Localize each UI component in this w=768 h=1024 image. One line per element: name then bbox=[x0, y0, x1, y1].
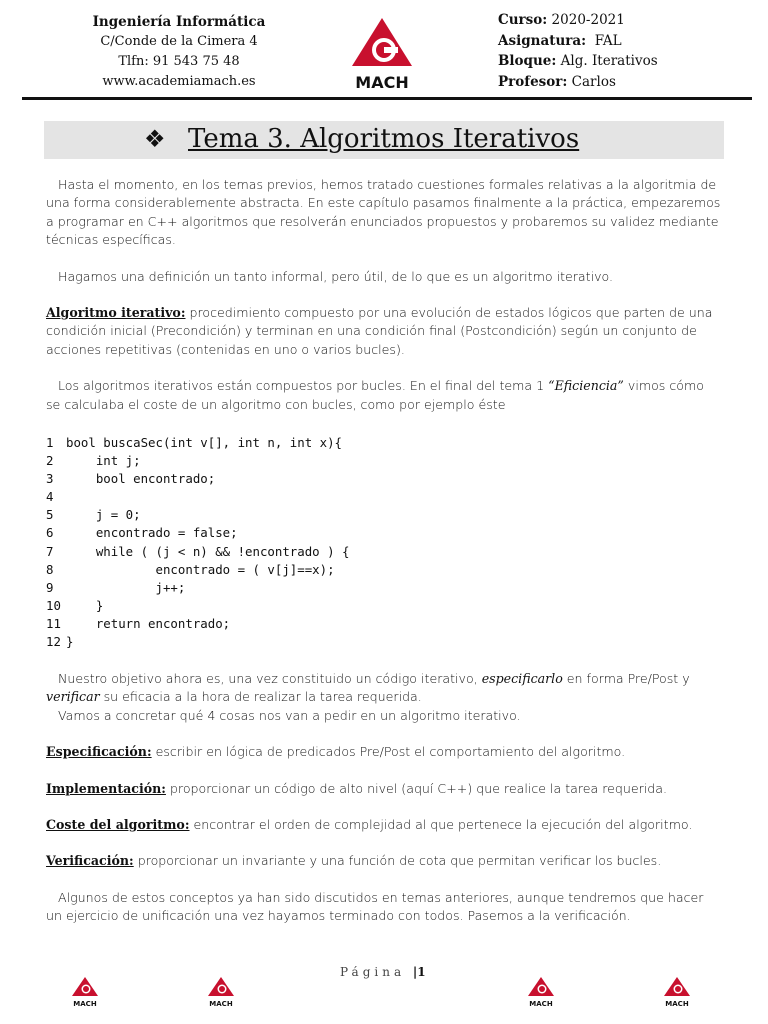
code-line-text: encontrado = false; bbox=[66, 525, 238, 541]
paragraph-intro: Hasta el momento, en los temas previos, hemos tratado cuestiones formales relativas a la algoritmia de una forma considerablemente abstracta. En este capítulo pasamos finalmente a la práctica, empezaremos a programar en C++ algoritmos que resolverán enunciados propuestos y probaremos su validez mediante técnicas específicas. bbox=[46, 177, 721, 248]
academy-info bbox=[64, 12, 294, 92]
svg-text:MACH: MACH bbox=[73, 1000, 97, 1008]
academy-address: C/Conde de la Cimera 4 bbox=[100, 34, 258, 49]
code-line bbox=[46, 543, 349, 561]
profesor-value: Carlos bbox=[567, 73, 616, 90]
definition-term: Algoritmo iterativo: bbox=[46, 305, 186, 321]
footer-logo-4 bbox=[662, 976, 692, 1008]
code-line-number: 3 bbox=[46, 471, 54, 487]
verif-item bbox=[46, 852, 722, 870]
code-line-text: } bbox=[66, 597, 104, 613]
code-line-number: 1 bbox=[46, 435, 54, 450]
code-line-number: 6 bbox=[46, 525, 54, 541]
logo-text: MACH bbox=[355, 73, 409, 92]
curso-label: Curso: bbox=[498, 12, 548, 28]
paragraph-closing: Algunos de estos conceptos ya han sido discutidos en temas anteriores, aunque tendremos que hacer un ejercicio de unificación una vez hayamos terminado con todos. Pasemos a la verificación. bbox=[46, 889, 704, 924]
verif-text: proporcionar un invariante y una función de cota que permitan verificar los bucles. bbox=[133, 853, 662, 869]
header-divider bbox=[22, 97, 752, 100]
code-line bbox=[46, 470, 349, 488]
code-line-number: 8 bbox=[46, 561, 54, 577]
objective-italic-2: verificar bbox=[46, 689, 100, 705]
code-line bbox=[46, 452, 349, 470]
code-line-text: } bbox=[66, 634, 74, 650]
objective-text-a: Nuestro objetivo ahora es, una vez constituido un código iterativo, bbox=[58, 671, 482, 686]
code-line-text: encontrado = ( v[j]==x); bbox=[66, 561, 335, 577]
spec-text: escribir en lógica de predicados Pre/Post el comportamiento del algoritmo. bbox=[151, 744, 626, 760]
code-line bbox=[46, 506, 349, 524]
paragraph-loops bbox=[46, 377, 722, 414]
paragraph-four-things: Vamos a concretar qué 4 cosas nos van a pedir en un algoritmo iterativo. bbox=[58, 707, 521, 723]
impl-text: proporcionar un código de alto nivel (aquí C++) que realice la tarea requerida. bbox=[165, 780, 668, 796]
code-line bbox=[46, 633, 349, 651]
code-line bbox=[46, 579, 349, 597]
code-line-text: while ( (j < n) && !encontrado ) { bbox=[66, 543, 350, 559]
code-line bbox=[46, 488, 349, 506]
academy-web: www.academiamach.es bbox=[102, 74, 256, 89]
academy-phone: Tlfn: 91 543 75 48 bbox=[118, 54, 240, 69]
bullet-diamond-icon: ❖ bbox=[144, 125, 166, 153]
paragraph-objective bbox=[46, 670, 722, 707]
footer-logo-1 bbox=[70, 976, 100, 1008]
code-line-text: return encontrado; bbox=[66, 615, 231, 631]
impl-item bbox=[46, 780, 722, 798]
asignatura-value: FAL bbox=[586, 32, 622, 49]
paragraph-definition-intro: Hagamos una definición un tanto informal, pero útil, de lo que es un algoritmo iterativo. bbox=[58, 268, 614, 284]
footer-logo-3 bbox=[526, 976, 556, 1008]
curso-value: 2020-2021 bbox=[547, 12, 625, 28]
page-number: 1 bbox=[417, 965, 426, 979]
loops-text-b: vimos cómo se calculaba el coste de un algoritmo con bucles, como por ejemplo éste bbox=[46, 378, 704, 412]
code-line-number: 11 bbox=[46, 615, 61, 631]
definition-text: procedimiento compuesto por una evolución de estados lógicos que parten de una condición inicial (Precondición) y terminan en una condición final (Postcondición) según un conjunto de acciones repetitivas (contenidas en uno o varios bucles). bbox=[46, 305, 713, 357]
impl-term: Implementación: bbox=[46, 780, 166, 796]
code-line-text: int j; bbox=[66, 453, 141, 469]
code-line-text: bool encontrado; bbox=[66, 471, 216, 487]
academy-org: Ingeniería Informática bbox=[92, 14, 266, 30]
code-line bbox=[46, 597, 349, 615]
loops-italic: “Eficiencia” bbox=[548, 378, 624, 394]
code-line-number: 10 bbox=[46, 597, 61, 613]
code-line-number: 7 bbox=[46, 543, 54, 559]
document-body-lower bbox=[46, 670, 722, 926]
footer-logo-2 bbox=[206, 976, 236, 1008]
verif-term: Verificación: bbox=[46, 853, 134, 869]
asignatura-label: Asignatura: bbox=[498, 32, 587, 49]
code-line bbox=[46, 434, 349, 452]
svg-text:MACH: MACH bbox=[209, 1000, 233, 1008]
title-bar bbox=[44, 121, 724, 159]
cost-term: Coste del algoritmo: bbox=[46, 817, 190, 833]
code-line-number: 9 bbox=[46, 579, 54, 595]
page-footer bbox=[340, 965, 426, 979]
code-line-number: 5 bbox=[46, 507, 54, 523]
code-line-number: 2 bbox=[46, 453, 54, 469]
page-separator: | bbox=[412, 965, 418, 979]
mach-logo bbox=[346, 16, 418, 92]
cost-text: encontrar el orden de complejidad al que pertenece la ejecución del algoritmo. bbox=[189, 817, 693, 833]
document-body bbox=[46, 176, 722, 414]
code-line bbox=[46, 524, 349, 542]
spec-item bbox=[46, 743, 722, 761]
code-line-text: j = 0; bbox=[66, 507, 141, 523]
code-line bbox=[46, 561, 349, 579]
objective-italic-1: especificarlo bbox=[481, 671, 563, 686]
bloque-label: Bloque: bbox=[498, 53, 557, 69]
objective-text-c: su eficacia a la hora de realizar la tarea requerida. bbox=[99, 689, 422, 705]
cost-item bbox=[46, 816, 722, 834]
page-title: Tema 3. Algoritmos Iterativos bbox=[188, 124, 580, 154]
code-line bbox=[46, 615, 349, 633]
page-label: Página bbox=[340, 965, 406, 979]
svg-text:MACH: MACH bbox=[529, 1000, 553, 1008]
loops-text-a: Los algoritmos iterativos están compuestos por bucles. En el final del tema 1 bbox=[58, 378, 549, 394]
code-line-text: j++; bbox=[66, 579, 186, 595]
code-line-number: 12 bbox=[46, 634, 61, 650]
spec-term: Especificación: bbox=[46, 744, 152, 760]
course-info bbox=[498, 10, 658, 92]
code-block bbox=[46, 434, 349, 651]
profesor-label: Profesor: bbox=[498, 73, 568, 90]
definition-paragraph bbox=[46, 304, 722, 359]
svg-text:MACH: MACH bbox=[665, 1000, 689, 1008]
code-line-number: 4 bbox=[46, 489, 54, 505]
code-line-text: bool buscaSec(int v[], int n, int x){ bbox=[66, 435, 343, 450]
objective-text-b: en forma Pre/Post y bbox=[562, 671, 690, 686]
bloque-value: Alg. Iterativos bbox=[556, 53, 658, 69]
page-header bbox=[0, 0, 768, 100]
